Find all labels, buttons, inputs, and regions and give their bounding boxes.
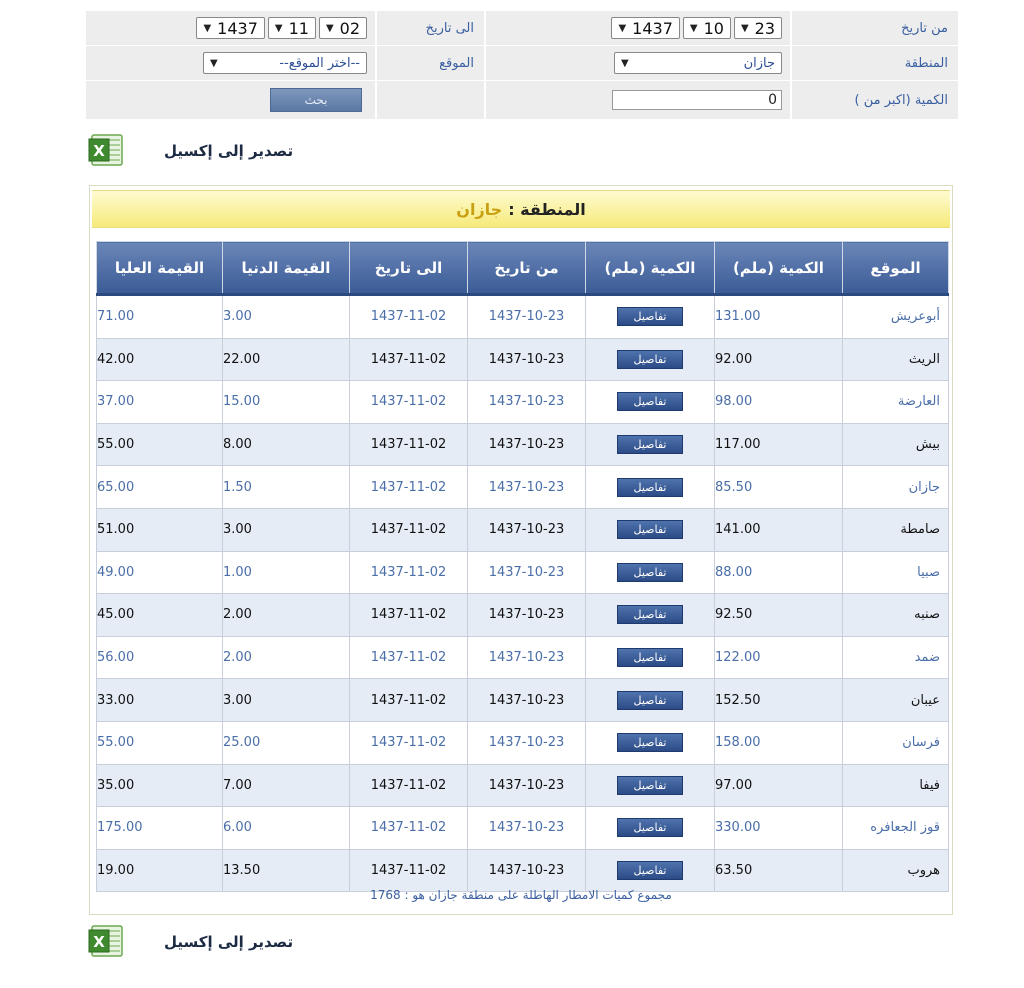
- cell-max-value: 19.00: [97, 849, 223, 892]
- col-quantity-details[interactable]: الكمية (ملم): [586, 242, 715, 295]
- rainfall-table: [96, 241, 949, 892]
- cell-to-date: 1437-11-02: [350, 764, 468, 807]
- cell-max-value: 56.00: [97, 636, 223, 679]
- details-button[interactable]: تفاصيل: [617, 861, 683, 880]
- form-row-quantity: [86, 81, 958, 119]
- cell-site: جازان: [843, 466, 949, 509]
- table-row: [97, 594, 949, 637]
- cell-quantity: 97.00: [715, 764, 843, 807]
- cell-to-date: 1437-11-02: [350, 295, 468, 339]
- cell-from-date: 1437-10-23: [468, 338, 586, 381]
- table-row: [97, 807, 949, 850]
- quantity-input[interactable]: 0: [612, 90, 782, 110]
- cell-from-date: 1437-10-23: [468, 295, 586, 339]
- cell-min-value: 2.00: [223, 594, 350, 637]
- empty-cell: [377, 81, 484, 119]
- cell-quantity: 88.00: [715, 551, 843, 594]
- cell-details: [586, 849, 715, 892]
- region-label: المنطقة: [792, 46, 958, 80]
- cell-site: فيفا: [843, 764, 949, 807]
- cell-to-date: 1437-11-02: [350, 594, 468, 637]
- region-cell: [486, 46, 790, 80]
- region-header-value: جازان: [456, 199, 503, 219]
- cell-site: هروب: [843, 849, 949, 892]
- quantity-cell: [486, 81, 790, 119]
- cell-to-date: 1437-11-02: [350, 381, 468, 424]
- excel-icon: [88, 925, 124, 959]
- cell-from-date: 1437-10-23: [468, 764, 586, 807]
- table-row: [97, 338, 949, 381]
- cell-max-value: 71.00: [97, 295, 223, 339]
- cell-details: [586, 807, 715, 850]
- svg-text:X: X: [93, 142, 105, 160]
- cell-details: [586, 508, 715, 551]
- site-select[interactable]: ▼ --اختر الموقع--: [203, 52, 367, 74]
- cell-site: صامطة: [843, 508, 949, 551]
- table-row: [97, 679, 949, 722]
- cell-max-value: 51.00: [97, 508, 223, 551]
- cell-quantity: 131.00: [715, 295, 843, 339]
- cell-to-date: 1437-11-02: [350, 466, 468, 509]
- cell-from-date: 1437-10-23: [468, 807, 586, 850]
- details-button[interactable]: تفاصيل: [617, 520, 683, 539]
- region-select[interactable]: ▼ جازان: [614, 52, 782, 74]
- cell-from-date: 1437-10-23: [468, 508, 586, 551]
- to-date-cell: [86, 11, 375, 45]
- export-excel-bottom[interactable]: [88, 925, 293, 959]
- from-year-select[interactable]: ▼ 1437: [611, 17, 679, 39]
- from-date-label: من تاريخ: [792, 11, 958, 45]
- details-button[interactable]: تفاصيل: [617, 435, 683, 454]
- cell-details: [586, 381, 715, 424]
- export-excel-label[interactable]: تصدير إلى إكسيل: [164, 142, 294, 160]
- details-button[interactable]: تفاصيل: [617, 350, 683, 369]
- table-row: [97, 849, 949, 892]
- cell-max-value: 49.00: [97, 551, 223, 594]
- cell-quantity: 117.00: [715, 423, 843, 466]
- cell-details: [586, 679, 715, 722]
- cell-min-value: 3.00: [223, 295, 350, 339]
- cell-quantity: 92.50: [715, 594, 843, 637]
- cell-from-date: 1437-10-23: [468, 466, 586, 509]
- to-year-select[interactable]: ▼ 1437: [196, 17, 264, 39]
- col-site[interactable]: الموقع: [843, 242, 949, 295]
- cell-to-date: 1437-11-02: [350, 338, 468, 381]
- cell-to-date: 1437-11-02: [350, 807, 468, 850]
- cell-details: [586, 636, 715, 679]
- to-day-select[interactable]: ▼ 02: [319, 17, 367, 39]
- cell-from-date: 1437-10-23: [468, 849, 586, 892]
- cell-min-value: 22.00: [223, 338, 350, 381]
- cell-min-value: 1.50: [223, 466, 350, 509]
- search-button[interactable]: بحث: [270, 88, 362, 112]
- details-button[interactable]: تفاصيل: [617, 818, 683, 837]
- details-button[interactable]: تفاصيل: [617, 691, 683, 710]
- cell-max-value: 55.00: [97, 721, 223, 764]
- chevron-down-icon: ▼: [618, 22, 627, 34]
- cell-from-date: 1437-10-23: [468, 679, 586, 722]
- details-button[interactable]: تفاصيل: [617, 605, 683, 624]
- cell-min-value: 25.00: [223, 721, 350, 764]
- cell-quantity: 141.00: [715, 508, 843, 551]
- col-to-date[interactable]: الى تاريخ: [350, 242, 468, 295]
- cell-site: أبوعريش: [843, 295, 949, 339]
- details-button[interactable]: تفاصيل: [617, 733, 683, 752]
- export-excel-label[interactable]: تصدير إلى إكسيل: [164, 933, 294, 951]
- details-button[interactable]: تفاصيل: [617, 563, 683, 582]
- cell-details: [586, 594, 715, 637]
- to-month-select[interactable]: ▼ 11: [268, 17, 316, 39]
- cell-to-date: 1437-11-02: [350, 636, 468, 679]
- cell-site: فرسان: [843, 721, 949, 764]
- cell-max-value: 45.00: [97, 594, 223, 637]
- quantity-label: الكمية (اكبر من ): [792, 81, 958, 119]
- cell-site: ضمد: [843, 636, 949, 679]
- chevron-down-icon: ▼: [689, 22, 698, 34]
- chevron-down-icon: ▼: [325, 22, 334, 34]
- table-row: [97, 423, 949, 466]
- cell-min-value: 3.00: [223, 679, 350, 722]
- cell-from-date: 1437-10-23: [468, 594, 586, 637]
- cell-quantity: 158.00: [715, 721, 843, 764]
- cell-site: الريث: [843, 338, 949, 381]
- cell-site: بيش: [843, 423, 949, 466]
- cell-to-date: 1437-11-02: [350, 551, 468, 594]
- col-quantity[interactable]: الكمية (ملم): [715, 242, 843, 295]
- from-day-select[interactable]: ▼ 23: [734, 17, 782, 39]
- cell-quantity: 63.50: [715, 849, 843, 892]
- cell-max-value: 42.00: [97, 338, 223, 381]
- cell-quantity: 330.00: [715, 807, 843, 850]
- region-header: [92, 190, 950, 228]
- cell-to-date: 1437-11-02: [350, 849, 468, 892]
- to-date-selects: [196, 17, 367, 39]
- cell-quantity: 92.00: [715, 338, 843, 381]
- cell-details: [586, 338, 715, 381]
- cell-max-value: 33.00: [97, 679, 223, 722]
- cell-min-value: 13.50: [223, 849, 350, 892]
- details-button[interactable]: تفاصيل: [617, 392, 683, 411]
- cell-min-value: 15.00: [223, 381, 350, 424]
- cell-site: صبيا: [843, 551, 949, 594]
- cell-site: صنبه: [843, 594, 949, 637]
- table-row: [97, 551, 949, 594]
- cell-to-date: 1437-11-02: [350, 679, 468, 722]
- cell-min-value: 6.00: [223, 807, 350, 850]
- cell-details: [586, 423, 715, 466]
- col-from-date[interactable]: من تاريخ: [468, 242, 586, 295]
- chevron-down-icon: ▼: [740, 22, 749, 34]
- details-button[interactable]: تفاصيل: [617, 307, 683, 326]
- cell-from-date: 1437-10-23: [468, 551, 586, 594]
- table-row: [97, 636, 949, 679]
- details-button[interactable]: تفاصيل: [617, 478, 683, 497]
- cell-max-value: 35.00: [97, 764, 223, 807]
- cell-from-date: 1437-10-23: [468, 423, 586, 466]
- cell-max-value: 37.00: [97, 381, 223, 424]
- svg-text:X: X: [93, 933, 105, 951]
- table-row: [97, 764, 949, 807]
- chevron-down-icon: ▼: [274, 22, 283, 34]
- cell-min-value: 3.00: [223, 508, 350, 551]
- excel-icon: [88, 134, 124, 168]
- cell-quantity: 122.00: [715, 636, 843, 679]
- cell-min-value: 7.00: [223, 764, 350, 807]
- export-excel-top[interactable]: [88, 134, 293, 168]
- cell-to-date: 1437-11-02: [350, 423, 468, 466]
- cell-details: [586, 466, 715, 509]
- total-summary: مجموع كميات الامطار الهاطلة على منطقة جازان هو : 1768: [370, 888, 672, 902]
- chevron-down-icon: ▼: [203, 22, 212, 34]
- cell-details: [586, 721, 715, 764]
- cell-from-date: 1437-10-23: [468, 381, 586, 424]
- form-row-location: [86, 46, 958, 80]
- site-label: الموقع: [377, 46, 484, 80]
- cell-site: قوز الجعافره: [843, 807, 949, 850]
- search-cell: [86, 81, 375, 119]
- cell-quantity: 98.00: [715, 381, 843, 424]
- chevron-down-icon: ▼: [621, 57, 629, 69]
- from-date-selects: [611, 17, 782, 39]
- from-month-select[interactable]: ▼ 10: [683, 17, 731, 39]
- site-cell: [86, 46, 375, 80]
- cell-max-value: 175.00: [97, 807, 223, 850]
- details-button[interactable]: تفاصيل: [617, 776, 683, 795]
- table-row: [97, 381, 949, 424]
- table-row: [97, 721, 949, 764]
- cell-site: عيبان: [843, 679, 949, 722]
- cell-quantity: 85.50: [715, 466, 843, 509]
- cell-min-value: 8.00: [223, 423, 350, 466]
- cell-max-value: 55.00: [97, 423, 223, 466]
- table-row: [97, 295, 949, 339]
- cell-to-date: 1437-11-02: [350, 721, 468, 764]
- chevron-down-icon: ▼: [210, 57, 218, 69]
- cell-quantity: 152.50: [715, 679, 843, 722]
- cell-to-date: 1437-11-02: [350, 508, 468, 551]
- results-panel: [89, 185, 953, 915]
- cell-details: [586, 764, 715, 807]
- to-date-label: الى تاريخ: [377, 11, 484, 45]
- cell-from-date: 1437-10-23: [468, 636, 586, 679]
- cell-details: [586, 295, 715, 339]
- form-row-dates: [86, 11, 958, 45]
- details-button[interactable]: تفاصيل: [617, 648, 683, 667]
- cell-max-value: 65.00: [97, 466, 223, 509]
- cell-details: [586, 551, 715, 594]
- cell-site: العارضة: [843, 381, 949, 424]
- cell-min-value: 2.00: [223, 636, 350, 679]
- table-body: [97, 295, 949, 892]
- col-max-value[interactable]: القيمة العليا: [97, 242, 223, 295]
- table-header-row: [97, 242, 949, 295]
- from-date-cell: [486, 11, 790, 45]
- cell-from-date: 1437-10-23: [468, 721, 586, 764]
- cell-min-value: 1.00: [223, 551, 350, 594]
- table-row: [97, 508, 949, 551]
- col-min-value[interactable]: القيمة الدنيا: [223, 242, 350, 295]
- table-row: [97, 466, 949, 509]
- region-header-label: المنطقة :: [508, 199, 586, 219]
